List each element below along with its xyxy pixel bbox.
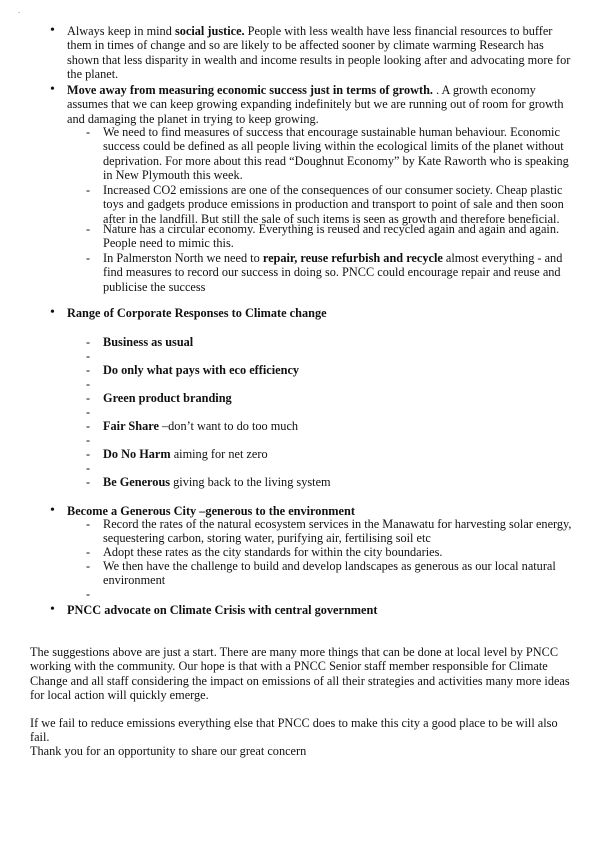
dash-marker: -	[86, 433, 91, 447]
closing-thanks: Thank you for an opportunity to share our great concern	[30, 744, 307, 758]
dash-marker: -	[86, 125, 91, 139]
dash-marker: -	[86, 377, 91, 391]
bullet-social-justice: • Always keep in mind social justice. People with less wealth have less financial resources to buffer them in times of change and so are likely to be affected sooner by climate warming Research has shown that less disparity in wealth and income results in people looking after and advocating more for the planet.	[67, 24, 572, 82]
sub-item-recycle: In Palmerston North we need to repair, reuse refurbish and recycle almost everything - and find measures to record our success in doing so. PNCC could encourage repair and reuse and publicise the success	[103, 251, 563, 294]
response-do-no-harm: Do No Harm aiming for net zero	[103, 447, 268, 461]
dash-marker: -	[86, 559, 91, 573]
dash-marker: -	[86, 405, 91, 419]
dash-marker: -	[86, 363, 91, 377]
response-business-as-usual: Business as usual	[103, 335, 194, 349]
closing-paragraph: The suggestions above are just a start. There are many more things that can be done at local level by PNCC working with the community. Our hope is that with a PNCC Senior staff member responsible for Climate Change and all staff considering the impact on emissions of all their strategies and activities many more ideas for local action will quickly emerge.	[30, 645, 570, 703]
scan-mark: `	[18, 11, 21, 19]
bullet-economic-growth: • Move away from measuring economic success just in terms of growth. . A growth economy assumes that we can keep growing expanding indefinitely but we are running out of room for growth and damaging the planet in trying to keep growing.	[67, 83, 572, 126]
dash-marker: -	[86, 251, 91, 265]
dash-marker: -	[86, 222, 91, 236]
dash-marker: -	[86, 419, 91, 433]
dash-marker: -	[86, 183, 91, 197]
dash-marker: -	[86, 349, 91, 363]
sub-item: We then have the challenge to build and develop landscapes as generous as our local natural environment	[103, 559, 556, 588]
closing-paragraph: If we fail to reduce emissions everything else that PNCC does to make this city a good place to be will also fail.	[30, 716, 558, 745]
response-eco-efficiency: Do only what pays with eco efficiency	[103, 363, 300, 377]
response-be-generous: Be Generous giving back to the living system	[103, 475, 331, 489]
response-fair-share: Fair Share –don’t want to do too much	[103, 419, 299, 433]
dash-marker: -	[86, 475, 91, 489]
dash-marker: -	[86, 461, 91, 475]
response-green-branding: Green product branding	[103, 391, 232, 405]
sub-item: Adopt these rates as the city standards for within the city boundaries.	[103, 545, 443, 559]
bullet-pncc-advocate: • PNCC advocate on Climate Crisis with central government	[67, 603, 572, 617]
dash-marker: -	[86, 517, 91, 531]
dash-marker: -	[86, 545, 91, 559]
dash-marker: -	[86, 391, 91, 405]
sub-item: We need to find measures of success that encourage sustainable human behaviour. Economic success could be defined as all people living within the ecological limits of the planet without deprivation. For more about this read “Doughnut Economy” by Kate Raworth who is speaking in New Plymouth this week.	[103, 125, 569, 183]
bullet-corporate-responses: • Range of Corporate Responses to Climate change	[67, 306, 572, 320]
sub-item: Record the rates of the natural ecosystem services in the Manawatu for harvesting solar energy, sequestering carbon, storing water, purifying air, fertilising soil etc	[103, 517, 572, 546]
sub-item: Increased CO2 emissions are one of the consequences of our consumer society. Cheap plastic toys and gadgets produce emissions in production and transport to point of sale and then soon after in the landfill. But still the sale of such items is seen as growth and therefore beneficial.	[103, 183, 564, 226]
bullet-generous-city: • Become a Generous City –generous to the environment	[67, 504, 572, 518]
dash-marker: -	[86, 587, 91, 601]
dash-marker: -	[86, 335, 91, 349]
dash-marker: -	[86, 447, 91, 461]
sub-item: Nature has a circular economy. Everything is reused and recycled again and again and again. People need to mimic this.	[103, 222, 560, 251]
